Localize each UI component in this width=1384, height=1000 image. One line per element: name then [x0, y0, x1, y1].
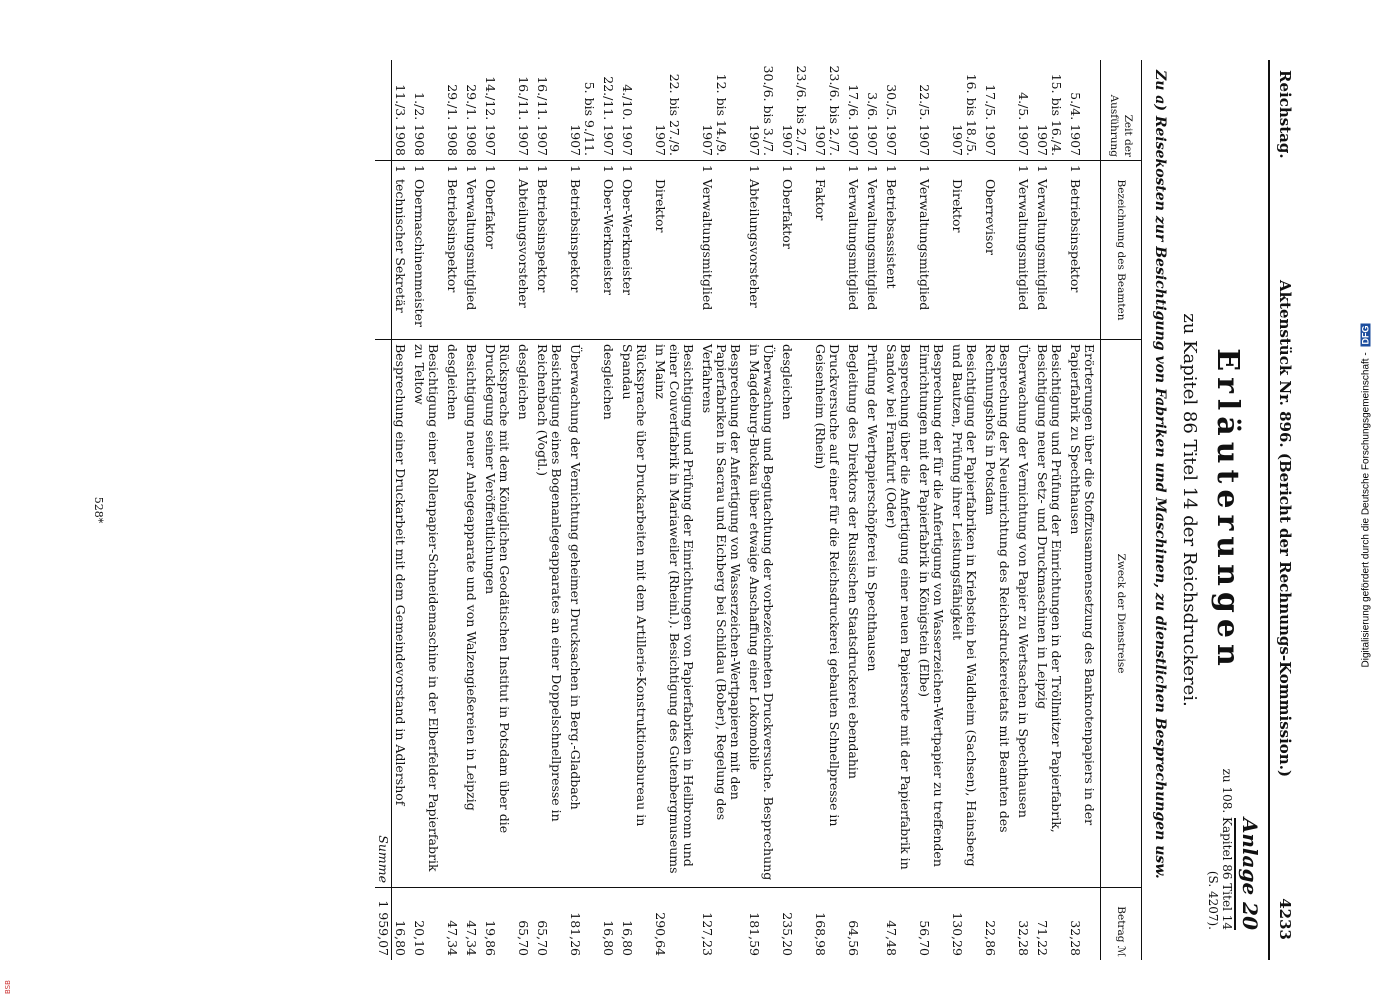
row-official-title: Verwaltungsmitglied — [1035, 179, 1050, 311]
row-amount: 16,80 — [600, 888, 619, 961]
row-purpose: Besichtigung neuer Anlegeapparate und von Walzengießereien in Leipzig — [463, 340, 482, 888]
row-date: 30./5. 1907 — [884, 84, 899, 156]
row-count: 1 — [412, 165, 427, 173]
row-purpose: Rücksprache über Druckarbeiten mit dem Artillerie-Konstruktionsbureau in Spandau — [619, 340, 652, 888]
row-amount: 47,34 — [463, 888, 482, 961]
credit-text: Digitalisierung gefördert durch die Deutsche Forschungsgemeinschaft - — [1360, 352, 1372, 668]
row-official — [949, 161, 982, 340]
row-official — [515, 161, 534, 340]
table-header — [1101, 60, 1142, 960]
row-amount: 16,80 — [392, 888, 412, 961]
page-subtitle: zu Kapitel 86 Titel 14 der Reichsdruckerei. — [1179, 313, 1200, 707]
table-row — [982, 60, 1015, 960]
dfg-logo: DFG — [1360, 325, 1371, 345]
row-amount: 16,80 — [619, 888, 652, 961]
row-date: 22. bis 27./9. 1907 — [653, 73, 682, 156]
table-row — [652, 60, 699, 960]
row-date: 1./2. 1908 — [412, 92, 427, 156]
table-row — [463, 60, 482, 960]
table-row — [411, 60, 444, 960]
row-purpose: desgleichen — [444, 340, 463, 888]
table-row — [444, 60, 463, 960]
row-amount: 47,34 — [444, 888, 463, 961]
page-title: Erläuterungen — [1210, 348, 1245, 672]
row-purpose: Überwachung und Begutachtung der vorbezeichneten Druckversuche. Besprechung in Magdeburg-Buckau über etwaige Anschaffung einer Lokomobile — [746, 340, 779, 888]
header-left: Reichstag. — [1276, 70, 1294, 159]
row-official — [746, 161, 779, 340]
row-official-title: Verwaltungsmitglied — [1016, 179, 1031, 311]
row-amount: 65,70 — [534, 888, 567, 961]
table-row — [600, 60, 619, 960]
row-date: 16./11. 1907 — [535, 76, 550, 156]
table-row — [949, 60, 982, 960]
row-purpose: Druckversuche auf einer für die Reichsdruckerei gebauten Schnellpresse in Geisenheim (Rhein) — [812, 340, 845, 888]
row-date: 17./5. 1907 — [983, 84, 998, 156]
sum-row — [375, 60, 392, 960]
row-amount: 56,70 — [916, 888, 949, 961]
row-count: 1 — [700, 165, 715, 173]
row-date: 5./4. 1907 — [1068, 92, 1083, 156]
row-purpose: Besprechung der Neueinrichtung des Reichsdruckereietats mit Beamten des Rechnungshofs in Potsdam — [982, 340, 1015, 888]
row-official-title: Betriebsinspektor — [535, 179, 550, 293]
row-official — [567, 161, 600, 340]
row-amount: 130,29 — [949, 888, 982, 961]
row-amount: 71,22 — [1034, 888, 1067, 961]
row-date: 15. bis 16./4. 1907 — [1035, 73, 1064, 156]
col-purpose: Zweck der Dienstreise — [1101, 340, 1142, 888]
table-row — [567, 60, 600, 960]
sum-value: 1 959,07 — [375, 888, 392, 961]
row-official-title: Abteilungsvorsteher — [516, 179, 531, 308]
row-date: 22./5. 1907 — [917, 84, 932, 156]
row-count: 1 — [865, 165, 880, 173]
table-row — [864, 60, 883, 960]
table-row — [392, 60, 412, 960]
row-official — [779, 161, 812, 340]
row-official — [392, 161, 412, 340]
row-official-title: Oberfaktor — [483, 179, 498, 249]
row-amount: 181,59 — [746, 888, 779, 961]
running-header — [1266, 60, 1300, 960]
row-purpose: desgleichen — [515, 340, 534, 888]
row-count: 1 — [917, 165, 932, 173]
row-official-title: Ober-Werkmeister — [601, 179, 616, 295]
row-amount: 127,23 — [699, 888, 746, 961]
row-purpose: desgleichen — [779, 340, 812, 888]
row-amount: 181,26 — [567, 888, 600, 961]
row-count: 1 — [1016, 165, 1031, 173]
row-date: 29./1. 1908 — [445, 84, 460, 156]
table-row — [482, 60, 515, 960]
row-purpose: Rücksprache mit dem Königlichen Geodätischen Institut in Potsdam über die Drucklegung seiner Veröffentlichungen — [482, 340, 515, 888]
row-date: 23./6. bis 2./7. 1907 — [813, 65, 842, 156]
row-date: 12. bis 14./9. 1907 — [700, 73, 729, 156]
row-official-title: Verwaltungsmitglied — [917, 179, 932, 311]
row-official-title: Direktor — [653, 179, 668, 233]
col-amount: Betrag ℳ — [1101, 888, 1142, 961]
row-purpose: Besichtigung einer Rollenpapier-Schneidemaschine in der Elberfelder Papierfabrik zu Teltow — [411, 340, 444, 888]
table-row — [619, 60, 652, 960]
row-official — [916, 161, 949, 340]
row-official-title: Faktor — [813, 179, 828, 221]
row-official — [411, 161, 444, 340]
row-purpose: Besichtigung und Prüfung der Einrichtungen in der Tröllmitzer Papierfabrik, Besichtigung neuer Setz- und Druckmaschinen in Leipzig — [1034, 340, 1067, 888]
table-row — [1034, 60, 1067, 960]
row-official — [1034, 161, 1067, 340]
row-count: 1 — [1068, 165, 1083, 173]
row-official — [883, 161, 916, 340]
row-date: 16. bis 18./5. 1907 — [950, 73, 979, 156]
row-date: 23./6. bis 2./7. 1907 — [780, 65, 809, 156]
table-row — [699, 60, 746, 960]
row-official-title: Betriebsinspektor — [1068, 179, 1083, 293]
anlage-ref: zu 108. Kapitel 86 Titel 14 — [1220, 768, 1234, 930]
row-purpose: Prüfung der Wertpapierschöpferei in Spechthausen — [864, 340, 883, 888]
row-date: 30./6. bis 3./7. 1907 — [747, 65, 776, 156]
row-official — [534, 161, 567, 340]
row-count: 1 — [445, 165, 460, 173]
row-purpose: Besichtigung eines Bogenanlegeapparates an einer Doppelschnellpresse in Reichenbach (Vogtl.) — [534, 340, 567, 888]
digitization-credit — [1361, 16, 1372, 976]
row-count: 1 — [846, 165, 861, 173]
row-count: 1 — [813, 165, 828, 173]
table-row — [1015, 60, 1034, 960]
row-amount: 47,48 — [883, 888, 916, 961]
row-purpose: Erörterungen über die Stoffzusammensetzung des Banknotenpapiers in der Papierfabrik zu Spechthausen — [1067, 340, 1101, 888]
row-purpose: Begleitung des Direktors der Russischen Staatsdruckerei ebendahin — [845, 340, 864, 888]
anlage-title: Anlage 20 — [1234, 818, 1262, 930]
row-amount: 64,56 — [845, 888, 864, 961]
row-count: 1 — [620, 165, 635, 173]
row-amount — [864, 888, 883, 961]
row-amount: 168,98 — [812, 888, 845, 961]
row-official-title: Oberfaktor — [780, 179, 795, 249]
table-row — [779, 60, 812, 960]
col-official: Bezeichnung des Beamten — [1101, 161, 1142, 340]
row-amount: 22,86 — [982, 888, 1015, 961]
expense-table — [375, 60, 1142, 960]
row-count: 1 — [516, 165, 531, 173]
row-count: 1 — [535, 165, 550, 173]
row-amount: 290,64 — [652, 888, 699, 961]
row-official-title: Betriebsinspektor — [445, 179, 460, 293]
row-purpose: desgleichen — [600, 340, 619, 888]
row-purpose: Besprechung über die Anfertigung einer neuen Papiersorte mit der Papierfabrik in Sandow bei Frankfurt (Oder) — [883, 340, 916, 888]
table-body — [392, 60, 1101, 960]
row-official-title: Oberrevisor — [983, 179, 998, 255]
row-date: 22./11. 1907 — [601, 76, 616, 156]
page-number: 4233 — [1276, 898, 1294, 940]
anlage-ref2: (S. 4207). — [1206, 870, 1220, 930]
row-date: 14./12. 1907 — [483, 76, 498, 156]
row-amount: 19,86 — [482, 888, 515, 961]
table-row — [916, 60, 949, 960]
row-count: 1 — [464, 165, 479, 173]
row-official-title: technischer Sekretär — [393, 179, 408, 313]
table-row — [746, 60, 779, 960]
row-official-title: Verwaltungsmitglied — [865, 179, 880, 311]
row-count: 1 — [747, 165, 762, 173]
row-official-title: Betriebsinspektor — [568, 179, 583, 293]
row-purpose: Überwachung der Vernichtung von Papier zu Wertsachen in Spechthausen — [1015, 340, 1034, 888]
row-date: 16./11. 1907 — [516, 76, 531, 156]
row-count: 1 — [780, 165, 795, 173]
col-date: Zeit der Ausführung — [1101, 60, 1142, 161]
row-official-title: Ober-Werkmeister — [620, 179, 635, 295]
row-official — [463, 161, 482, 340]
row-date: 29./1. 1908 — [464, 84, 479, 156]
row-purpose: Besprechung der Anfertigung von Wasserzeichen-Wertpapieren mit den Papierfabriken in Sacrau und Eichberg bei Schildau (Bober), Regelung des Verfahrens — [699, 340, 746, 888]
row-purpose: Besichtigung der Papierfabriken in Kriebstein bei Waldheim (Sachsen), Hainsberg und Bautzen, Prüfung ihrer Leistungsfähigkeit — [949, 340, 982, 888]
table-row — [812, 60, 845, 960]
table-row — [1067, 60, 1101, 960]
row-amount: 20,10 — [411, 888, 444, 961]
row-amount: 32,28 — [1067, 888, 1101, 961]
row-date: 11./3. 1908 — [393, 84, 408, 156]
row-amount: 65,70 — [515, 888, 534, 961]
row-official — [444, 161, 463, 340]
row-official — [482, 161, 515, 340]
row-official-title: Verwaltungsmitglied — [846, 179, 861, 311]
header-rule — [1268, 60, 1270, 960]
row-amount: 32,28 — [1015, 888, 1034, 961]
row-amount: 235,20 — [779, 888, 812, 961]
header-center: Aktenstück Nr. 896. (Bericht der Rechnungs-Kommission.) — [1276, 280, 1294, 778]
table-row — [515, 60, 534, 960]
row-official — [1067, 161, 1101, 340]
row-count: 1 — [483, 165, 498, 173]
row-date: 3./6. 1907 — [865, 92, 880, 156]
document-page — [60, 60, 1300, 960]
row-official — [845, 161, 864, 340]
row-official-title: Abteilungsvorsteher — [747, 179, 762, 308]
row-official — [864, 161, 883, 340]
row-official — [982, 161, 1015, 340]
row-official — [812, 161, 845, 340]
row-official-title: Betriebsassistent — [884, 179, 899, 289]
row-count: 1 — [568, 165, 583, 173]
row-date: 17./6. 1907 — [846, 84, 861, 156]
row-purpose: Besprechung einer Druckarbeit mit dem Gemeindevorstand in Adlershof — [392, 340, 412, 888]
table-row — [534, 60, 567, 960]
row-count: 1 — [601, 165, 616, 173]
row-official-title: Obermaschinenmeister — [412, 179, 427, 327]
row-official — [652, 161, 699, 340]
row-date: 4./5. 1907 — [1016, 92, 1031, 156]
row-official-title: Verwaltungsmitglied — [700, 179, 715, 311]
row-official-title: Verwaltungsmitglied — [464, 179, 479, 311]
library-stamp: BSB — [4, 980, 12, 994]
row-official — [600, 161, 619, 340]
row-purpose: Besichtigung und Prüfung der Einrichtungen von Papierfabriken in Heilbronn und einer Couvertfabrik in Mariaweiler (Rheinl.). Besichtigung des Gutenbergmuseums in Mainz — [652, 340, 699, 888]
section-heading: Zu a) Reisekosten zur Besichtigung von Fabriken und Maschinen, zu dienstlichen Besprechungen usw. — [1152, 70, 1168, 879]
row-count: 1 — [1035, 165, 1050, 173]
sum-label: Summe — [375, 340, 392, 888]
row-official — [619, 161, 652, 340]
row-count: 1 — [884, 165, 899, 173]
row-official — [699, 161, 746, 340]
row-count: 1 — [393, 165, 408, 173]
page-signature: 528* — [92, 496, 105, 524]
row-official-title: Direktor — [950, 179, 965, 233]
row-date: 5. bis 9./11. 1907 — [568, 81, 597, 156]
row-official — [1015, 161, 1034, 340]
table-row — [845, 60, 864, 960]
table-row — [883, 60, 916, 960]
row-purpose: Besprechung der für die Anfertigung von Wasserzeichen-Wertpapier zu treffenden Einrichtungen mit der Papierfabrik in Königstein (Elbe) — [916, 340, 949, 888]
row-purpose: Überwachung der Vernichtung geheimer Drucksachen in Berg.-Gladbach — [567, 340, 600, 888]
row-date: 4./10. 1907 — [620, 84, 635, 156]
